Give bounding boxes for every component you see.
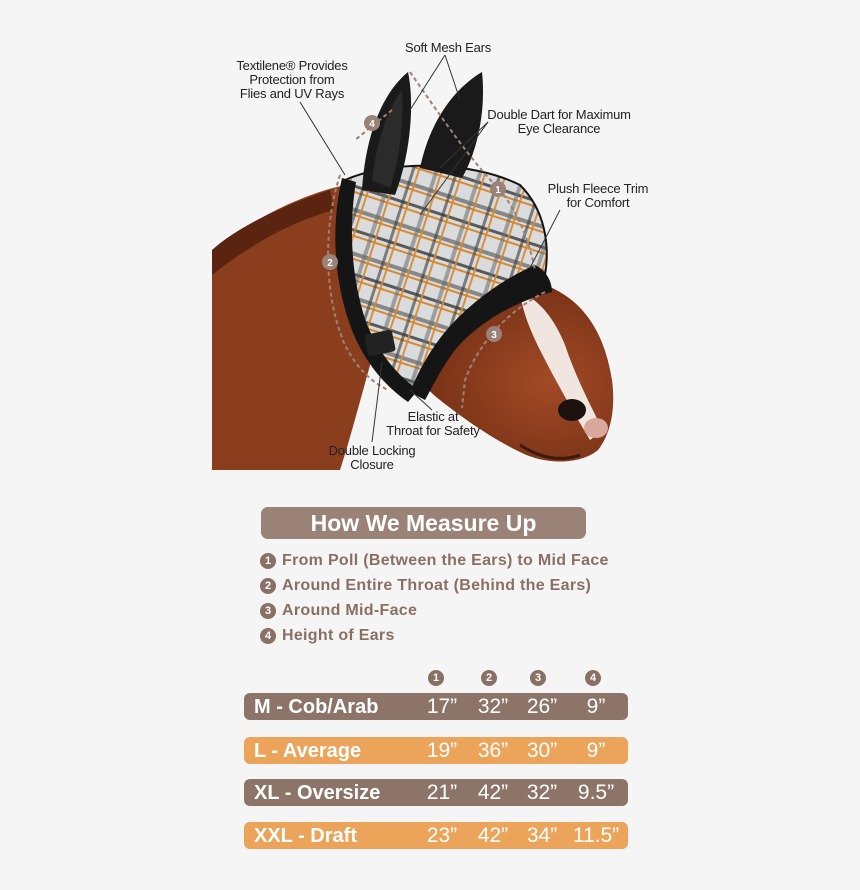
step-text: From Poll (Between the Ears) to Mid Face	[282, 551, 609, 569]
column-header-badge: 3	[530, 670, 546, 686]
size-name: XL - Oversize	[254, 782, 381, 804]
callout-double-dart: Double Dart for Maximum Eye Clearance	[487, 107, 631, 136]
callout-elastic-throat: Elastic at Throat for Safety	[386, 409, 480, 438]
size-value: 32”	[477, 695, 509, 718]
size-name: L - Average	[254, 740, 362, 762]
horse-nostril	[558, 399, 586, 421]
size-row-l	[244, 737, 628, 764]
size-value: 42”	[477, 824, 509, 847]
column-header-badge: 4	[585, 670, 601, 686]
mask-ear-right	[420, 72, 483, 178]
leader-textilene	[300, 102, 345, 175]
step-number-badge: 3	[260, 603, 276, 619]
svg-text:1: 1	[495, 185, 501, 196]
measure-step	[260, 573, 680, 598]
size-value: 9”	[586, 739, 606, 762]
step-text: Around Mid-Face	[282, 601, 418, 619]
svg-text:3: 3	[491, 330, 497, 341]
marker-1	[490, 181, 506, 197]
size-value: 9.5”	[577, 781, 615, 804]
step-number-badge: 4	[260, 628, 276, 644]
size-value: 30”	[526, 739, 558, 762]
size-value: 19”	[426, 739, 458, 762]
svg-text:4: 4	[369, 119, 375, 130]
column-header-badge: 1	[428, 670, 444, 686]
size-value: 17”	[426, 695, 458, 718]
measure-step	[260, 598, 680, 623]
horse-nose-tip	[584, 418, 608, 438]
size-value: 26”	[526, 695, 558, 718]
callout-textilene: Textilene® Provides Protection from Flies and UV Rays	[236, 58, 348, 101]
marker-3	[486, 326, 502, 342]
callout-plush-fleece: Plush Fleece Trim for Comfort	[547, 181, 649, 210]
step-number-badge: 1	[260, 553, 276, 569]
size-row-xl	[244, 779, 628, 806]
step-text: Height of Ears	[282, 626, 395, 644]
measure-steps-list	[260, 548, 680, 648]
size-value: 34”	[526, 824, 558, 847]
step-number-badge: 2	[260, 578, 276, 594]
size-value: 11.5”	[572, 824, 620, 847]
column-header-badge: 2	[481, 670, 497, 686]
callout-soft-mesh-ears: Soft Mesh Ears	[405, 40, 492, 55]
size-name: XXL - Draft	[254, 825, 357, 847]
leader-soft-mesh-ears-1	[410, 55, 445, 110]
size-table-column-headers	[0, 670, 860, 690]
size-value: 42”	[477, 781, 509, 804]
size-value: 36”	[477, 739, 509, 762]
measure-step	[260, 548, 680, 573]
size-value: 23”	[426, 824, 458, 847]
size-value: 21”	[426, 781, 458, 804]
size-row-xxl	[244, 822, 628, 849]
marker-4	[364, 115, 380, 131]
callout-double-locking: Double Locking Closure	[328, 443, 416, 472]
measure-title-banner: How We Measure Up	[261, 507, 586, 539]
step-text: Around Entire Throat (Behind the Ears)	[282, 576, 592, 594]
svg-text:2: 2	[327, 258, 333, 269]
size-value: 32”	[526, 781, 558, 804]
size-value: 9”	[586, 695, 606, 718]
size-row-m	[244, 693, 628, 720]
measure-step	[260, 623, 680, 648]
marker-2	[322, 254, 338, 270]
leader-soft-mesh-ears-2	[445, 55, 460, 100]
size-name: M - Cob/Arab	[254, 696, 379, 718]
